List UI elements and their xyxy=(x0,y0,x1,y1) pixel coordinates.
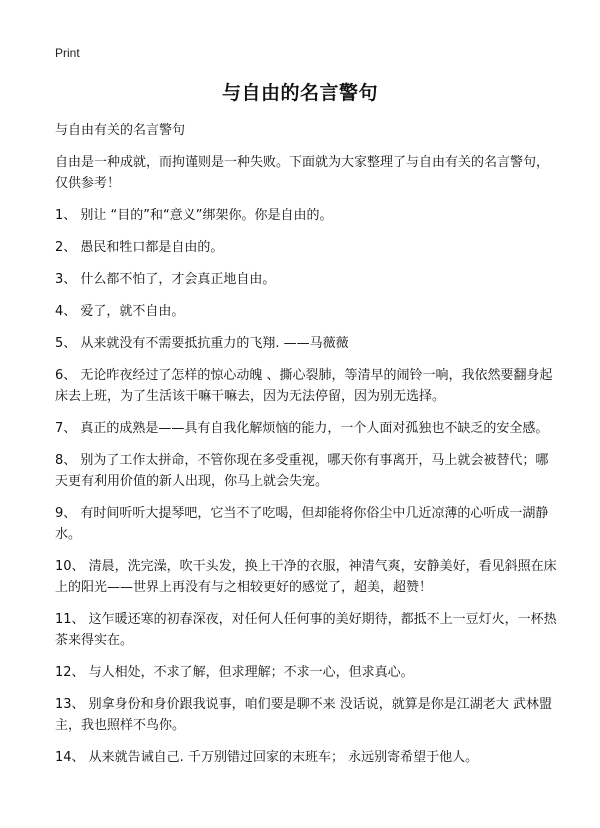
page-title: 与自由的名言警句 xyxy=(221,82,378,104)
quote-item: 3、 什么都不怕了，才会真正地自由。 xyxy=(55,272,276,287)
quote-item: 10、 清晨，洗完澡，吹干头发，换上干净的衣服，神清气爽，安静美好，看见斜照在床上的阳光——世界上再没有与之相较更好的感觉了，超美，超赞！ xyxy=(55,559,557,595)
quote-item: 8、 别为了工作太拼命，不管你现在多受重视，哪天你有事离开，马上就会被替代；哪天更有利用价值的新人出现，你马上就会失宠。 xyxy=(55,453,549,489)
quote-item: 7、 真正的成熟是——具有自我化解烦恼的能力，一个人面对孤独也不缺乏的安全感。 xyxy=(55,421,549,436)
quote-item: 13、 别拿身份和身价跟我说事，咱们要是聊不来 没话说，就算是你是江湖老大 武林盟主，我也照样不鸟你。 xyxy=(55,697,552,733)
intro-paragraph: 自由是一种成就，而拘谨则是一种失败。下面就为大家整理了与自由有关的名言警句，仅供参考！ xyxy=(55,155,550,191)
quote-item: 4、 爱了，就不自由。 xyxy=(55,304,185,319)
quote-item: 11、 这乍暖还寒的初春深夜，对任何人任何事的美好期待，都抵不上一豆灯火，一杯热茶来得实在。 xyxy=(55,612,557,648)
print-label: Print xyxy=(55,46,80,60)
quote-item: 2、 愚民和牲口都是自由的。 xyxy=(55,240,224,255)
quote-item: 6、 无论昨夜经过了怎样的惊心动魄 、撕心裂肺，等清早的闹铃一响，我依然要翻身起床去上班，为了生活该干嘛干嘛去，因为无法停留，因为别无选择。 xyxy=(55,368,553,404)
quote-item: 1、 别让 “目的”和“意义”绑架你。你是自由的。 xyxy=(55,208,333,223)
quote-item: 5、 从来就没有不需要抵抗重力的飞翔. ——马薇薇 xyxy=(55,336,349,351)
quote-item: 9、 有时间听听大提琴吧，它当不了吃喝，但却能将你俗尘中几近凉薄的心听成一湖静水。 xyxy=(55,506,549,542)
quote-item: 12、 与人相处，不求了解，但求理解；不求一心，但求真心。 xyxy=(55,665,414,680)
document-subtitle: 与自由有关的名言警句 xyxy=(55,123,186,138)
document-body xyxy=(55,120,557,779)
quote-item: 14、 从来就告诫自己. 千万别错过回家的末班车； 永远别寄希望于他人。 xyxy=(55,750,479,765)
